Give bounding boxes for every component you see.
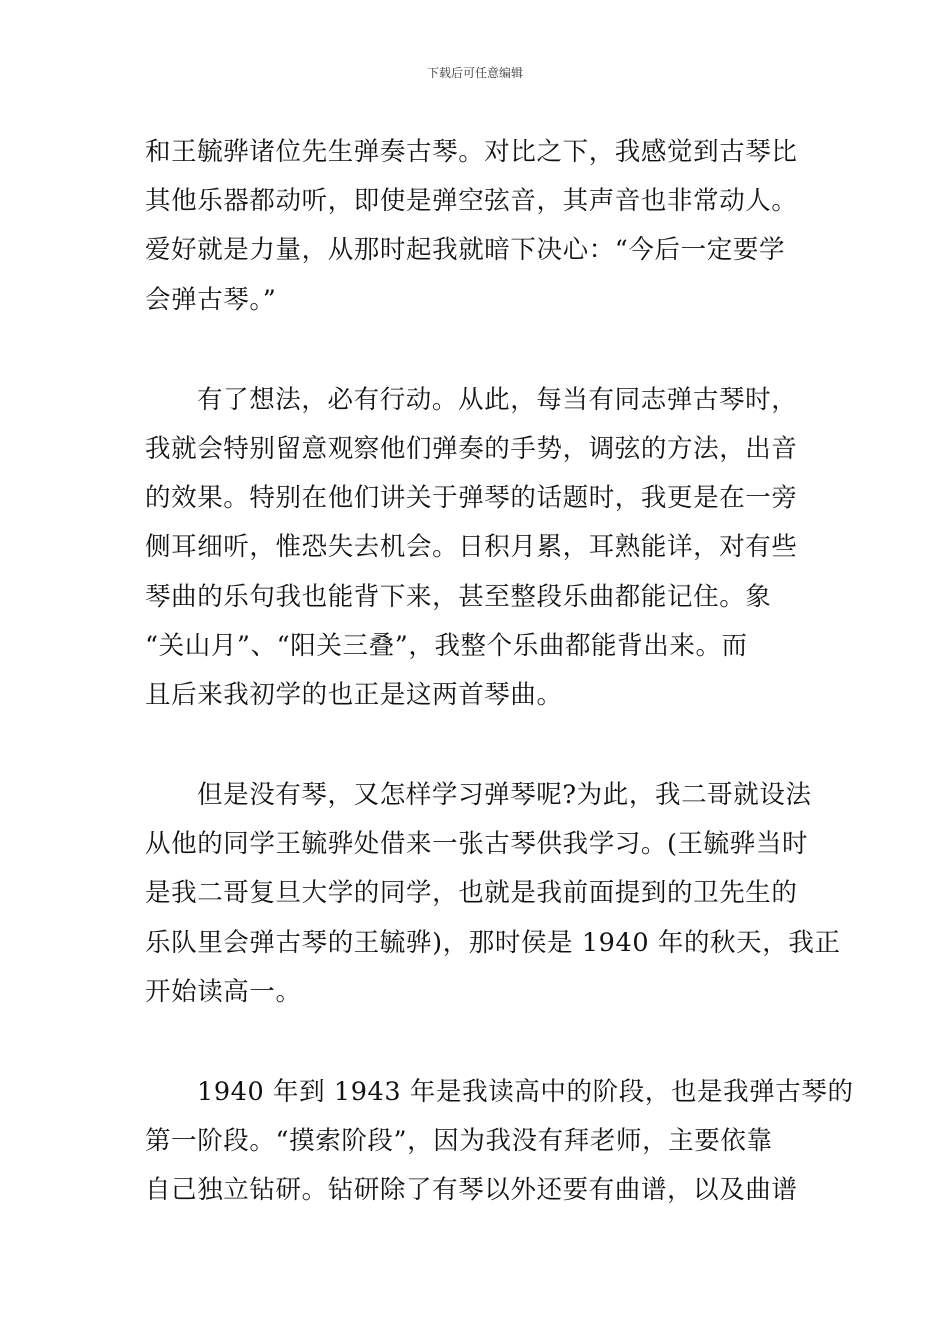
text-line: 乐队里会弹古琴的王毓骅)，那时侯是 1940 年的秋天，我正 [145,927,841,958]
text-line: 且后来我初学的也正是这两首琴曲。 [145,679,563,710]
text-line: 自己独立钻研。钻研除了有琴以外还要有曲谱，以及曲谱 [145,1175,798,1206]
text-line: 会弹古琴。” [145,284,277,315]
document-body [145,128,854,1267]
text-line: 是我二哥复旦大学的同学，也就是我前面提到的卫先生的 [145,878,798,909]
text-line: 开始读高一。 [145,976,302,1007]
page-header: 下载后可任意编辑 [426,66,523,80]
text-line: 1940 年到 1943 年是我读高中的阶段，也是我弹古琴的 [197,1077,854,1107]
text-line: 从他的同学王毓骅处借来一张古琴供我学习。(王毓骅当时 [145,829,809,860]
text-line: 琴曲的乐句我也能背下来，甚至整段乐曲都能记住。象 [145,581,772,612]
text-line: 的效果。特别在他们讲关于弹琴的话题时，我更是在一旁 [145,483,798,514]
text-line: “关山月”、“阳关三叠”，我整个乐曲都能背出来。而 [145,630,748,661]
paragraph-2 [145,376,807,720]
paragraph-4 [145,1068,854,1216]
paragraph-1 [145,128,807,325]
text-line: 有了想法，必有行动。从此，每当有同志弹古琴时， [197,384,798,415]
paragraph-3 [145,771,841,1017]
text-line: 其他乐器都动听，即使是弹空弦音，其声音也非常动人。 [145,186,798,217]
text-line: 和王毓骅诸位先生弹奏古琴。对比之下，我感觉到古琴比 [145,137,798,167]
text-line: 我就会特别留意观察他们弹奏的手势，调弦的方法，出音 [145,433,798,464]
text-line: 第一阶段。“摸索阶段”，因为我没有拜老师，主要依靠 [145,1126,773,1157]
text-line: 侧耳细听，惟恐失去机会。日积月累，耳熟能详，对有些 [145,532,798,563]
text-line: 但是没有琴，又怎样学习弹琴呢?为此，我二哥就设法 [197,780,812,811]
text-line: 爱好就是力量，从那时起我就暗下决心：“今后一定要学 [145,235,786,266]
